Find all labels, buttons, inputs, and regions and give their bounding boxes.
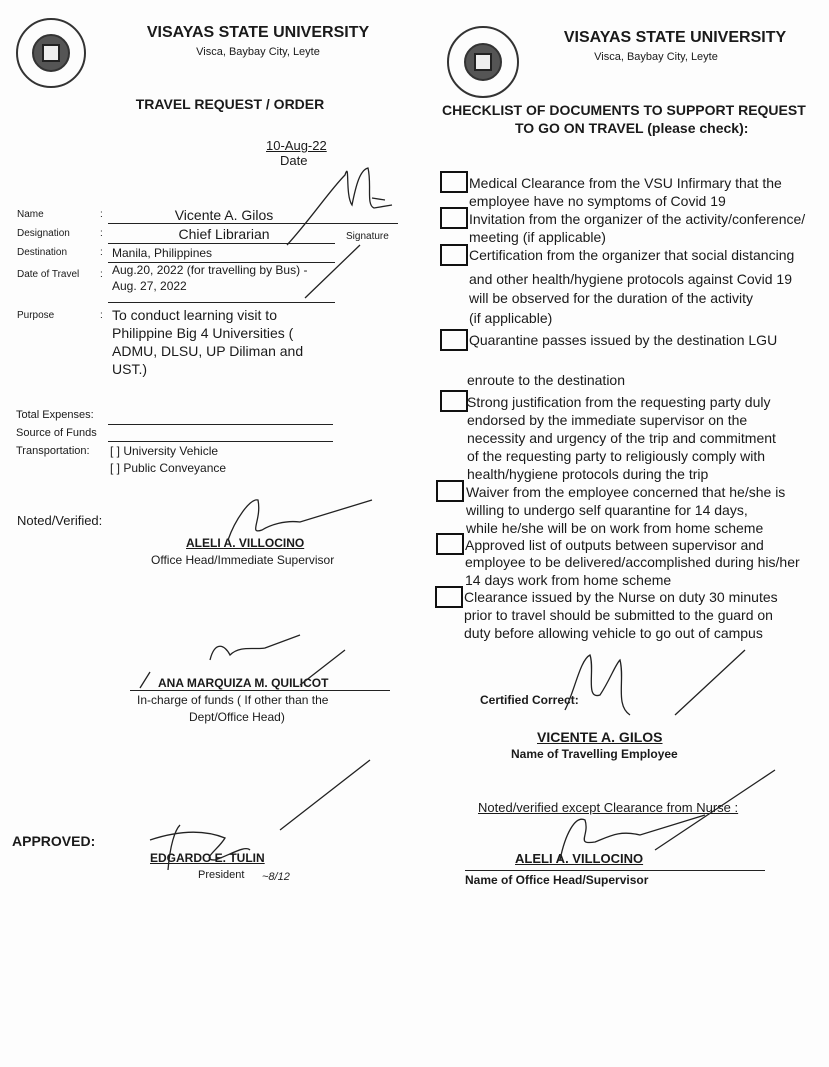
checklist-item-text: health/hygiene protocols during the trip	[467, 466, 709, 482]
signature-label: Signature	[346, 231, 389, 242]
university-address: Visca, Baybay City, Leyte	[594, 51, 718, 63]
noted-except-label: Noted/verified except Clearance from Nurse :	[478, 800, 739, 815]
president-name: EDGARDO E. TULIN	[150, 851, 265, 865]
supervisor-title: Office Head/Immediate Supervisor	[151, 553, 335, 567]
funds-officer-line	[130, 690, 390, 691]
president-title: President	[198, 869, 245, 881]
checklist-item-text: duty before allowing vehicle to go out of campus	[464, 625, 763, 641]
funds-officer-title: Dept/Office Head)	[189, 710, 285, 724]
checklist-item-text: (if applicable)	[469, 310, 553, 326]
checklist-item-text: Quarantine passes issued by the destination LGU	[469, 332, 778, 348]
supervisor-name: ALELI A. VILLOCINO	[186, 536, 305, 550]
date-of-travel-value: Aug.20, 2022 (for travelling by Bus) -	[112, 263, 308, 277]
checklist-item-text: Waiver from the employee concerned that he/she is	[466, 484, 786, 500]
checklist-item-text: necessity and urgency of the trip and commitment	[467, 430, 776, 446]
transport-option-university-vehicle[interactable]: [ ] University Vehicle	[110, 444, 219, 458]
date-of-travel-label: Date of Travel	[17, 269, 80, 280]
destination-label: Destination	[17, 247, 68, 258]
purpose-line: UST.)	[112, 361, 147, 377]
colon: :	[100, 209, 103, 220]
signature-villocino-left	[228, 500, 372, 540]
checklist-item-text: Medical Clearance from the VSU Infirmary that the	[469, 175, 782, 191]
checklist-title: TO GO ON TRAVEL (please check):	[515, 120, 749, 136]
certified-correct-label: Certified Correct:	[480, 693, 579, 707]
total-expenses-line	[108, 424, 333, 425]
destination-value: Manila, Philippines	[112, 246, 213, 260]
checklist-item-text: Clearance issued by the Nurse on duty 30 minutes	[464, 589, 778, 605]
checkbox-invitation[interactable]	[440, 207, 468, 229]
checklist-item-text: while he/she will be on work from home scheme	[466, 520, 764, 536]
signature-slash	[305, 245, 360, 298]
name-value: Vicente A. Gilos	[174, 207, 274, 223]
checklist-item-text: willing to undergo self quarantine for 14 days,	[466, 502, 748, 518]
signature-villocino-right	[560, 770, 775, 860]
name-line	[108, 223, 398, 224]
checkbox-waiver[interactable]	[436, 480, 464, 502]
purpose-line: Philippine Big 4 Universities (	[112, 325, 294, 341]
office-head-line	[465, 870, 765, 871]
transportation-label: Transportation:	[16, 445, 90, 457]
colon: :	[100, 310, 103, 321]
date-of-travel-value: Aug. 27, 2022	[112, 279, 187, 293]
colon: :	[100, 228, 103, 239]
university-name: VISAYAS STATE UNIVERSITY	[563, 29, 787, 46]
office-head-name: ALELI A. VILLOCINO	[515, 851, 644, 866]
colon: :	[100, 247, 103, 258]
employee-name: VICENTE A. GILOS	[537, 729, 663, 745]
date-of-travel-line	[108, 302, 335, 303]
approved-label: APPROVED:	[12, 833, 96, 849]
designation-line	[108, 243, 335, 244]
checkbox-nurse-clearance[interactable]	[435, 586, 463, 608]
president-date-note: ~8/12	[262, 871, 290, 883]
checklist-item-text: Strong justification from the requesting party duly	[467, 394, 771, 410]
source-of-funds-line	[108, 441, 333, 442]
transport-option-public-conveyance[interactable]: [ ] Public Conveyance	[110, 461, 227, 475]
checklist-item-text: meeting (if applicable)	[469, 229, 606, 245]
purpose-line: To conduct learning visit to	[112, 307, 277, 323]
designation-label: Designation	[17, 228, 70, 239]
checklist-item-text: Certification from the organizer that social distancing	[469, 247, 795, 263]
checklist-item-text: and other health/hygiene protocols against Covid 19	[469, 271, 792, 287]
total-expenses-label: Total Expenses:	[16, 409, 94, 421]
university-address: Visca, Baybay City, Leyte	[196, 46, 320, 58]
checklist-item-text: 14 days work from home scheme	[465, 572, 672, 588]
checkbox-quarantine-passes[interactable]	[440, 329, 468, 351]
checklist-item-text: will be observed for the duration of the activity	[469, 290, 754, 306]
name-label: Name	[17, 209, 44, 220]
date-value: 10-Aug-22	[266, 138, 327, 153]
employee-caption: Name of Travelling Employee	[511, 747, 678, 761]
signature-gilos-right	[565, 650, 745, 715]
office-head-caption: Name of Office Head/Supervisor	[465, 873, 649, 887]
date-label: Date	[280, 153, 308, 168]
checklist-item-text: of the requesting party to religiously comply with	[467, 448, 766, 464]
funds-officer-title: In-charge of funds ( If other than the	[137, 693, 329, 707]
university-seal-left	[16, 18, 86, 88]
checkbox-medical-clearance[interactable]	[440, 171, 468, 193]
checklist-item-text: employee to be delivered/accomplished during his/her	[465, 554, 800, 570]
checklist-item-text: prior to travel should be submitted to the guard on	[464, 607, 773, 623]
designation-value: Chief Librarian	[178, 226, 270, 242]
checkbox-strong-justification[interactable]	[440, 390, 468, 412]
checklist-title: CHECKLIST OF DOCUMENTS TO SUPPORT REQUEST	[442, 102, 806, 118]
checkbox-certification[interactable]	[440, 244, 468, 266]
checklist-item-text: Approved list of outputs between supervisor and	[465, 537, 764, 553]
form-title: TRAVEL REQUEST / ORDER	[135, 96, 325, 112]
colon: :	[100, 269, 103, 280]
purpose-label: Purpose	[17, 310, 55, 321]
university-name: VISAYAS STATE UNIVERSITY	[146, 24, 370, 41]
university-seal-right	[447, 26, 519, 98]
funds-officer-name: ANA MARQUIZA M. QUILICOT	[158, 676, 329, 690]
checklist-item-text: employee have no symptoms of Covid 19	[469, 193, 726, 209]
source-of-funds-label: Source of Funds	[16, 427, 97, 439]
purpose-line: ADMU, DLSU, UP Diliman and	[112, 343, 304, 359]
checklist-item-text: endorsed by the immediate supervisor on the	[467, 412, 748, 428]
checkbox-approved-outputs[interactable]	[436, 533, 464, 555]
checklist-item-text: Invitation from the organizer of the activity/conference/	[469, 211, 806, 227]
noted-verified-label: Noted/Verified:	[17, 513, 103, 528]
checklist-item-text: enroute to the destination	[467, 372, 626, 388]
